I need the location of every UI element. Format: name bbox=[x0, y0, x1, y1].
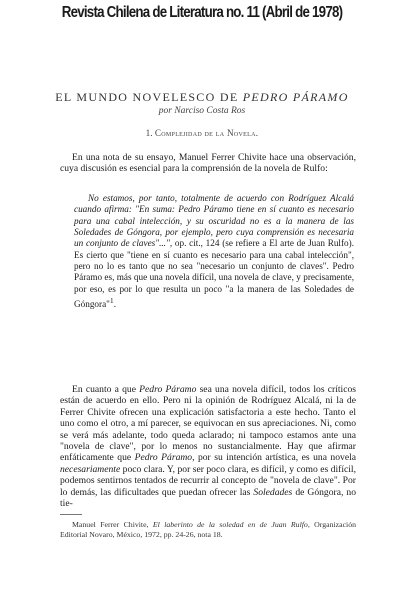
section-heading bbox=[0, 128, 404, 138]
p2-part-c: , por su intención artística, es una novela bbox=[192, 452, 357, 464]
footnote-part-b: , Organización Editorial Novaro, México, 1972, pp. 24-26, nota 18. bbox=[60, 520, 356, 539]
p2-emphasis: necesariamente bbox=[60, 463, 121, 475]
quote-part-c: El arte de Juan Rulfo bbox=[269, 238, 349, 249]
p2-part-d: poco clara. Y, por ser poco clara, es difícil, y como es difícil, podemos sentirnos tentados de recurrir al concepto de "novela de clave". Por lo demás, las dificultades que puedan ofrecer las bbox=[60, 463, 356, 498]
paragraph-intro: En una nota de su ensayo, Manuel Ferrer Chivite hace una observación, cuya discusión es esencial para la comprensión de la novela de Rulfo: bbox=[60, 152, 356, 175]
section-title: Complejidad de la Novela. bbox=[154, 128, 259, 138]
quote-part-d: ). Es cierto que "tiene en sí cuanto es necesario para una cabal intelección", pero no lo es tanto que no sea "necesario un conjunto de claves". Pedro Páramo es, más que una novela difícil, una novela de clave, y precisamente, por eso, es por lo que resulta un poco "a la manera de las Soledades de Góngora" bbox=[74, 238, 354, 310]
p2-part-e: de Góngora, no tie- bbox=[60, 486, 357, 510]
block-quote bbox=[74, 193, 354, 311]
quote-part-a: No estamos, por tanto, totalmente de acuerdo con Rodríguez Alcalá cuando afirma: "En suma: Pedro Páramo tiene en sí cuanto es necesario para una cabal intelección, y su oscuridad no es a la manera de las Soledades de Góngora, por ejemplo, pero cuya comprensión es necesaria un conjunto de claves"...", bbox=[74, 193, 354, 249]
title-prefix: EL MUNDO NOVELESCO DE bbox=[55, 90, 243, 104]
paragraph-body bbox=[60, 384, 356, 509]
title-work: PEDRO PÁRAMO bbox=[242, 90, 349, 104]
quote-footnote-marker: 1 bbox=[109, 296, 114, 306]
journal-header: Revista Chilena de Literatura no. 11 (Abril de 1978) bbox=[61, 4, 343, 21]
footnote-rule bbox=[60, 514, 82, 515]
quote-part-b: op. cit., 124 (se refiere a bbox=[172, 238, 270, 249]
footnote bbox=[60, 520, 356, 540]
quote-end: . bbox=[113, 299, 117, 310]
article-title bbox=[0, 90, 404, 105]
p2-work-1: Pedro Páramo bbox=[139, 384, 197, 395]
section-number: 1. bbox=[145, 128, 155, 138]
footnote-part-a: Manuel Ferrer Chivite, bbox=[72, 520, 153, 529]
p2-part-a: En cuanto a que bbox=[72, 384, 140, 395]
article-author: por Narciso Costa Ros bbox=[158, 106, 246, 116]
footnote-work: El laberinto de la soledad en de Juan Rulfo bbox=[152, 520, 308, 529]
p2-part-b: sea una novela difícil, todos los críticos están de acuerdo en ello. Pero ni la opinión de Rodríguez Alcalá, ni la de Ferrer Chivite ofrecen una explicación satisfactoria a este hecho. Tanto el uno como el otro, a mí parecer, se equivocan en sus apreciaciones. Ni, como se verá más adelante, todo queda aclarado; ni tampoco estamos ante una "novela de clave", por lo menos no sustancialmente. Hay que afirmar enfáticamente que bbox=[60, 384, 357, 464]
p2-work-2: Pedro Páramo bbox=[134, 452, 193, 464]
p2-work-3: Soledades bbox=[253, 486, 293, 498]
